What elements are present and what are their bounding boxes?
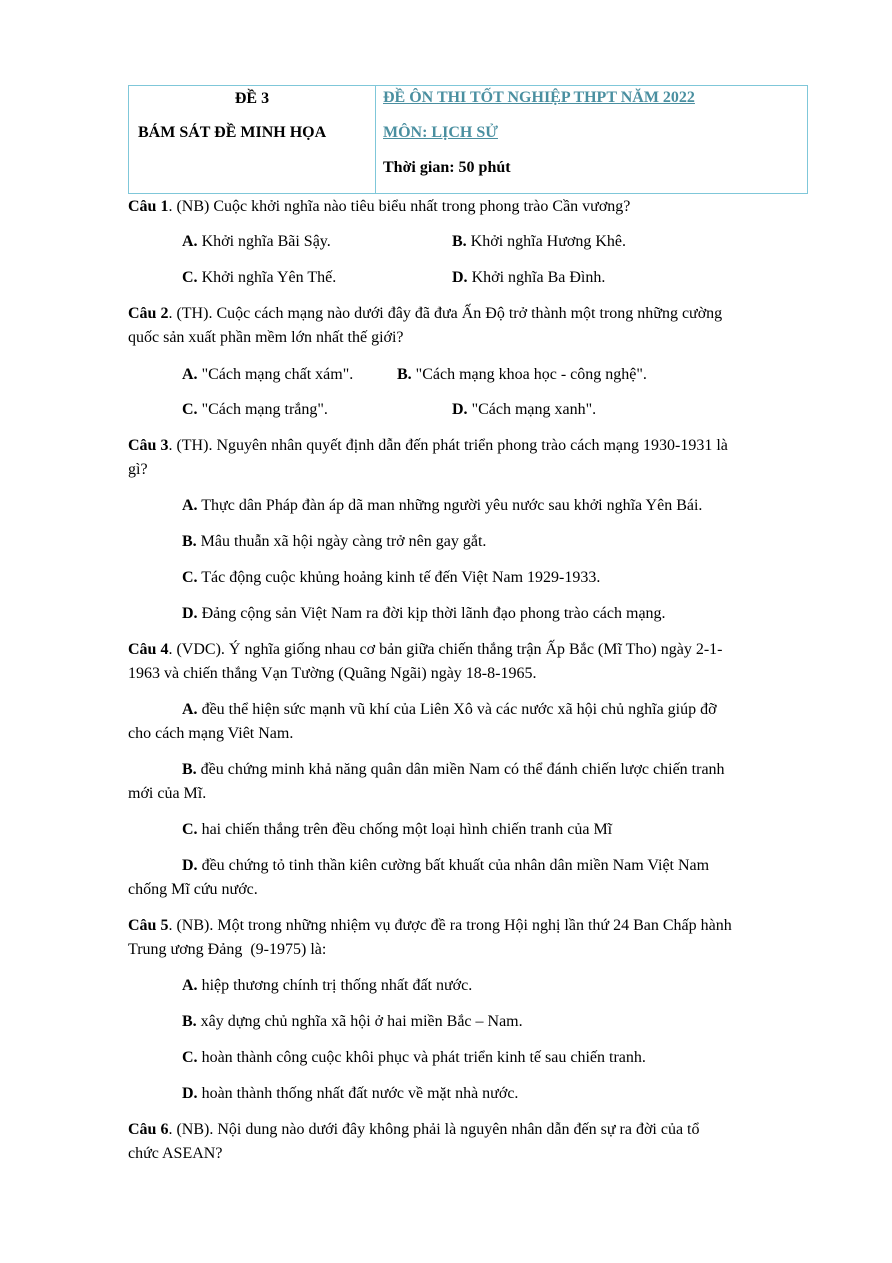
- question-2-cont: quốc sản xuất phần mềm lớn nhất thế giới?: [128, 329, 404, 346]
- exam-title: ĐỀ ÔN THI TỐT NGHIỆP THPT NĂM 2022: [383, 89, 695, 106]
- exam-header-table: [128, 85, 808, 194]
- option-c: C. Khởi nghĩa Yên Thế.: [182, 269, 337, 286]
- question-label: Câu 1: [128, 198, 169, 215]
- question-3: Câu 3. (TH). Nguyên nhân quyết định dẫn đến phát triển phong trào cách mạng 1930-1931 là: [128, 437, 728, 454]
- question-4-cont: 1963 và chiến thắng Vạn Tường (Quãng Ngãi) ngày 18-8-1965.: [128, 665, 537, 682]
- option-b: B. "Cách mạng khoa học - công nghệ".: [397, 366, 647, 383]
- option-c: C. hai chiến thắng trên đều chống một loại hình chiến tranh của Mĩ: [182, 821, 613, 838]
- option-c: C. Tác động cuộc khủng hoảng kinh tế đến Việt Nam 1929-1933.: [182, 569, 601, 586]
- question-4: Câu 4. (VDC). Ý nghĩa giống nhau cơ bản giữa chiến thắng trận Ấp Bắc (Mĩ Tho) ngày 2-1-: [128, 641, 723, 658]
- question-5: Câu 5. (NB). Một trong những nhiệm vụ được đề ra trong Hội nghị lần thứ 24 Ban Chấp hành: [128, 917, 732, 934]
- option-b-cont: mới của Mĩ.: [128, 785, 207, 802]
- option-a: A. hiệp thương chính trị thống nhất đất nước.: [182, 977, 473, 994]
- exam-time: Thời gian: 50 phút: [383, 159, 511, 176]
- option-c: C. "Cách mạng trắng".: [182, 401, 328, 418]
- option-d: D. Đảng cộng sản Việt Nam ra đời kịp thời lãnh đạo phong trào cách mạng.: [182, 605, 666, 622]
- exam-subject: MÔN: LỊCH SỬ: [383, 124, 498, 141]
- question-2: Câu 2. (TH). Cuộc cách mạng nào dưới đây đã đưa Ấn Độ trở thành một trong những cường: [128, 305, 723, 322]
- option-c: C. hoàn thành công cuộc khôi phục và phát triển kinh tế sau chiến tranh.: [182, 1049, 646, 1066]
- question-1: [128, 197, 630, 217]
- option-d: D. "Cách mạng xanh".: [452, 401, 597, 418]
- option-a: A. "Cách mạng chất xám".: [182, 366, 354, 383]
- option-a: A. đều thể hiện sức mạnh vũ khí của Liên Xô và các nước xã hội chủ nghĩa giúp đỡ: [182, 701, 717, 718]
- option-d: D. đều chứng tỏ tinh thần kiên cường bất khuất của nhân dân miền Nam Việt Nam: [182, 857, 710, 874]
- option-b: B. đều chứng minh khả năng quân dân miền Nam có thể đánh chiến lược chiến tranh: [182, 761, 725, 778]
- option-b: B. xây dựng chủ nghĩa xã hội ở hai miền Bắc – Nam.: [182, 1013, 523, 1030]
- option-d-cont: chống Mĩ cứu nước.: [128, 881, 258, 898]
- option-b: B. Mâu thuẫn xã hội ngày càng trở nên gay gắt.: [182, 533, 487, 550]
- option-a-cont: cho cách mạng Viêt Nam.: [128, 725, 294, 742]
- option-d: D. hoàn thành thống nhất đất nước về mặt nhà nước.: [182, 1085, 519, 1102]
- exam-number: ĐỀ 3: [234, 90, 270, 107]
- question-3-cont: gì?: [128, 461, 148, 478]
- question-5-cont: Trung ương Đảng (9-1975) là:: [128, 941, 327, 958]
- question-6-cont: chức ASEAN?: [128, 1145, 223, 1162]
- option-a: A. Khởi nghĩa Bãi Sậy.: [182, 233, 331, 250]
- header-left-cell: [129, 86, 376, 193]
- option-a: A. Thực dân Pháp đàn áp dã man những người yêu nước sau khởi nghĩa Yên Bái.: [182, 497, 703, 514]
- question-6: Câu 6. (NB). Nội dung nào dưới đây không phải là nguyên nhân dẫn đến sự ra đời của tổ: [128, 1121, 700, 1138]
- header-right-cell: [376, 86, 807, 193]
- question-text: . (NB) Cuộc khởi nghĩa nào tiêu biểu nhất trong phong trào Cần vương?: [168, 198, 631, 215]
- option-b: B. Khởi nghĩa Hương Khê.: [452, 233, 627, 250]
- exam-subtitle: BÁM SÁT ĐỀ MINH HỌA: [138, 124, 327, 141]
- option-d: D. Khởi nghĩa Ba Đình.: [452, 269, 606, 286]
